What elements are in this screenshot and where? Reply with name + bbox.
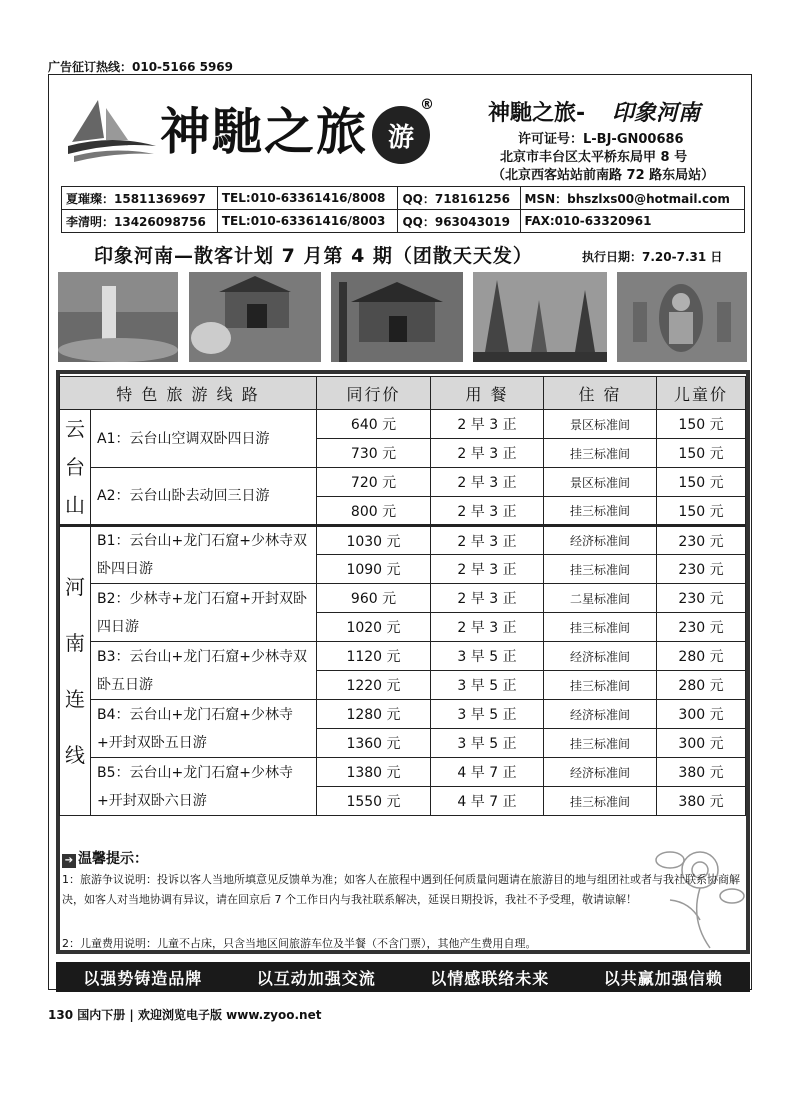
ad-hotline: 广告征订热线：010-5166 5969 <box>48 60 234 74</box>
route-name: B3：云台山+龙门石窟+少林寺双卧五日游 <box>91 642 317 700</box>
price-table <box>59 376 746 816</box>
license-number: 许可证号：L-BJ-GN00686 <box>518 132 684 147</box>
brand-subtitle-script: 印象河南 <box>612 100 701 126</box>
slogan-item: 以互动加强交流 <box>256 968 376 988</box>
meal-cell: 2 早 3 正 <box>431 439 544 468</box>
hotel-cell: 经济标准间 <box>544 642 657 671</box>
price-cell: 1360 元 <box>317 729 431 758</box>
hotel-cell: 景区标准间 <box>544 468 657 497</box>
price-cell: 1030 元 <box>317 526 431 555</box>
hotel-cell: 经济标准间 <box>544 526 657 555</box>
hotel-cell: 景区标准间 <box>544 410 657 439</box>
registered-mark: ® <box>420 97 434 113</box>
child-price-cell: 150 元 <box>657 410 746 439</box>
slogan-item: 以情感联络未来 <box>430 968 550 988</box>
contact-row <box>62 210 745 233</box>
slogan-bar <box>56 962 750 992</box>
header-price: 同行价 <box>317 377 431 410</box>
contact-qq: QQ：718161256 <box>398 187 520 210</box>
table-header-row <box>60 377 746 410</box>
route-name: B2：少林寺+龙门石窟+开封双卧四日游 <box>91 584 317 642</box>
route-name: A1：云台山空调双卧四日游 <box>91 410 317 468</box>
brand-subtitle: 神馳之旅- <box>488 101 586 126</box>
meal-cell: 2 早 3 正 <box>431 497 544 526</box>
slogan-item: 以共赢加强信赖 <box>603 968 723 988</box>
header-route: 特 色 旅 游 线 路 <box>60 377 317 410</box>
price-cell: 1020 元 <box>317 613 431 642</box>
tips-note-1: 1：旅游争议说明：投诉以客人当地所填意见反馈单为准；如客人在旅程中遇到任何质量问题请在旅游目的地与组团社或者与我社联系协商解决，如客人对当地协调有异议，请在回京后 7 个工作日内与我社联系解决，延误日期投诉，我社不予受理，敬请谅解！ <box>62 873 740 906</box>
table-row <box>60 584 746 613</box>
sail-logo-icon <box>68 98 158 164</box>
table-row <box>60 526 746 555</box>
route-name: B5：云台山+龙门石窟+少林寺+开封双卧六日游 <box>91 758 317 816</box>
meal-cell: 2 早 3 正 <box>431 526 544 555</box>
meal-cell: 3 早 5 正 <box>431 671 544 700</box>
temple-gate-icon <box>331 272 463 362</box>
meal-cell: 4 早 7 正 <box>431 758 544 787</box>
region-label: 云台山 <box>60 410 91 526</box>
hotel-cell: 经济标准间 <box>544 758 657 787</box>
hotel-cell: 挂三标准间 <box>544 613 657 642</box>
hotel-cell: 经济标准间 <box>544 700 657 729</box>
meal-cell: 2 早 3 正 <box>431 555 544 584</box>
price-cell: 730 元 <box>317 439 431 468</box>
hotel-cell: 挂三标准间 <box>544 671 657 700</box>
child-price-cell: 380 元 <box>657 787 746 816</box>
table-row <box>60 758 746 787</box>
meal-cell: 2 早 3 正 <box>431 584 544 613</box>
hotel-cell: 二星标准间 <box>544 584 657 613</box>
waterfall-icon <box>58 272 178 362</box>
grotto-buddha-icon <box>617 272 747 362</box>
brand-logo-text: 神馳之旅 <box>160 102 368 161</box>
price-cell: 1380 元 <box>317 758 431 787</box>
address-line-1: 北京市丰台区太平桥东局甲 8 号 <box>500 150 688 165</box>
hotel-cell: 挂三标准间 <box>544 439 657 468</box>
hotel-cell: 挂三标准间 <box>544 787 657 816</box>
execution-date: 执行日期：7.20-7.31 日 <box>582 250 723 264</box>
contact-name: 李清明：13426098756 <box>62 210 218 233</box>
contact-table <box>61 186 745 233</box>
tips-heading <box>62 848 148 868</box>
price-cell: 720 元 <box>317 468 431 497</box>
meal-cell: 3 早 5 正 <box>431 642 544 671</box>
price-cell: 1120 元 <box>317 642 431 671</box>
child-price-cell: 230 元 <box>657 526 746 555</box>
child-price-cell: 380 元 <box>657 758 746 787</box>
price-cell: 800 元 <box>317 497 431 526</box>
plan-title: 印象河南—散客计划 7 月第 4 期（团散天天发） <box>94 245 533 267</box>
child-price-cell: 280 元 <box>657 671 746 700</box>
price-cell: 1090 元 <box>317 555 431 584</box>
hotel-cell: 挂三标准间 <box>544 497 657 526</box>
price-cell: 1280 元 <box>317 700 431 729</box>
child-price-cell: 150 元 <box>657 439 746 468</box>
child-price-cell: 150 元 <box>657 497 746 526</box>
meal-cell: 3 早 5 正 <box>431 700 544 729</box>
route-name: B1：云台山+龙门石窟+少林寺双卧四日游 <box>91 526 317 584</box>
travel-seal: 游 <box>372 106 430 164</box>
child-price-cell: 300 元 <box>657 729 746 758</box>
table-row <box>60 700 746 729</box>
contact-row <box>62 187 745 210</box>
contact-tel: TEL:010-63361416/8008 <box>217 187 398 210</box>
header-meal: 用 餐 <box>431 377 544 410</box>
meal-cell: 2 早 3 正 <box>431 468 544 497</box>
child-price-cell: 150 元 <box>657 468 746 497</box>
contact-tel: TEL:010-63361416/8003 <box>217 210 398 233</box>
arrow-right-icon: ➔ <box>62 854 76 868</box>
header-child-price: 儿童价 <box>657 377 746 410</box>
table-row <box>60 410 746 439</box>
child-price-cell: 230 元 <box>657 613 746 642</box>
table-row <box>60 468 746 497</box>
pagoda-forest-icon <box>473 272 607 362</box>
contact-name: 夏璀璨：15811369697 <box>62 187 218 210</box>
slogan-item: 以强势铸造品牌 <box>83 968 203 988</box>
price-cell: 1550 元 <box>317 787 431 816</box>
meal-cell: 2 早 3 正 <box>431 613 544 642</box>
page-footer: 130 国内下册 | 欢迎浏览电子版 www.zyoo.net <box>48 1008 322 1022</box>
child-price-cell: 230 元 <box>657 555 746 584</box>
address-line-2: （北京西客站站前南路 72 路东局站） <box>492 168 715 183</box>
child-price-cell: 300 元 <box>657 700 746 729</box>
contact-qq: QQ：963043019 <box>398 210 520 233</box>
child-price-cell: 230 元 <box>657 584 746 613</box>
tips-note-2: 2：儿童费用说明：儿童不占床，只含当地区间旅游车位及半餐（不含门票），其他产生费用自理。 <box>62 937 537 950</box>
price-cell: 960 元 <box>317 584 431 613</box>
price-cell: 640 元 <box>317 410 431 439</box>
meal-cell: 3 早 5 正 <box>431 729 544 758</box>
route-name: B4：云台山+龙门石窟+少林寺+开封双卧五日游 <box>91 700 317 758</box>
contact-fax: FAX:010-63320961 <box>520 210 745 233</box>
price-cell: 1220 元 <box>317 671 431 700</box>
meal-cell: 4 早 7 正 <box>431 787 544 816</box>
hotel-cell: 挂三标准间 <box>544 729 657 758</box>
contact-msn: MSN：bhszlxs00@hotmail.com <box>520 187 745 210</box>
region-label: 河南连线 <box>60 526 91 816</box>
hotel-cell: 挂三标准间 <box>544 555 657 584</box>
meal-cell: 2 早 3 正 <box>431 410 544 439</box>
lion-statue-icon <box>189 272 321 362</box>
tips-heading-text: 温馨提示： <box>78 851 148 867</box>
child-price-cell: 280 元 <box>657 642 746 671</box>
table-row <box>60 642 746 671</box>
header-hotel: 住 宿 <box>544 377 657 410</box>
route-name: A2：云台山卧去动回三日游 <box>91 468 317 526</box>
